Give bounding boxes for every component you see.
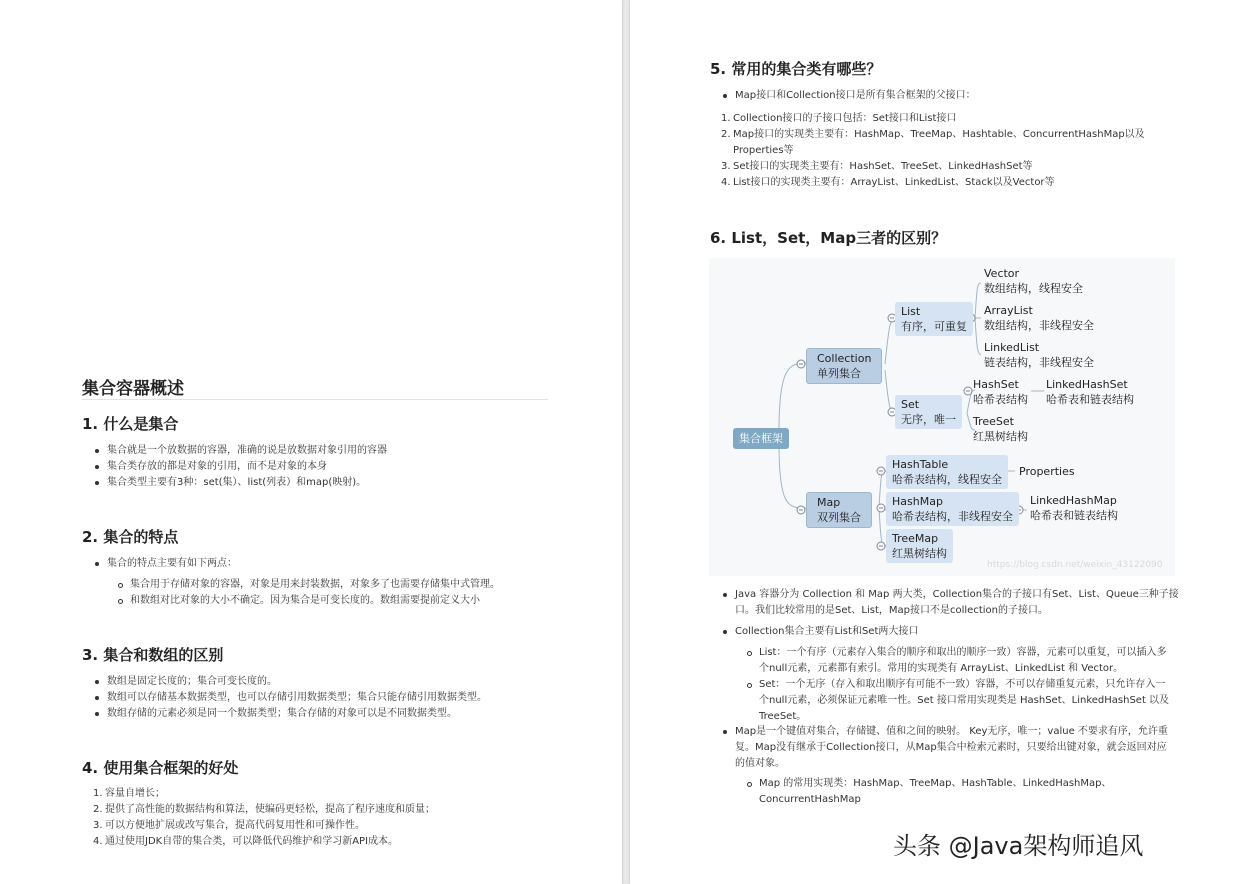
list-item: 集合用于存储对象的容器，对象是用来封装数据，对象多了也需要存储集中式管理。 — [115, 577, 595, 593]
list-item: 数组是固定长度的；集合可变长度的。 — [92, 674, 572, 690]
section-heading-5: 5. 常用的集合类有哪些？ — [710, 60, 882, 78]
section-6-sublist-2 — [744, 776, 1194, 808]
list-item: 集合的特点主要有如下两点： — [92, 556, 572, 572]
list-item: Map是一个键值对集合，存储键、值和之间的映射。 Key无序，唯一；value 不要求有序，允许重 复。Map没有继承于Collection接口，从Map集合中检索元素时，只要给出键对象，就会返回对应 的值对象。 — [720, 724, 1180, 772]
section-1-list — [92, 443, 572, 491]
section-6-list-3 — [720, 724, 1180, 772]
list-item: 3. Set接口的实现类主要有：HashSet、TreeSet、LinkedHashSet等 — [721, 161, 1033, 172]
list-item: 2. 提供了高性能的数据结构和算法，使编码更轻松，提高了程序速度和质量； — [93, 804, 435, 815]
left-page — [0, 0, 622, 884]
section-heading-4: 4. 使用集合框架的好处 — [82, 759, 239, 777]
section-2-sublist — [115, 577, 595, 609]
section-4-list — [93, 786, 573, 850]
node-hashmap: HashMap 哈希表结构，非线程安全 — [886, 492, 1019, 526]
list-item: Set：一个无序（存入和取出顺序有可能不一致）容器，不可以存储重复元素，只允许存入一 个null元素，必须保证元素唯一性。Set 接口常用实现类是 HashSet、LinkedHashSet 以及 TreeSet。 — [744, 677, 1194, 725]
list-item: 数组可以存储基本数据类型，也可以存储引用数据类型；集合只能存储引用数据类型。 — [92, 690, 572, 706]
list-item: 4. 通过使用JDK自带的集合类，可以降低代码维护和学习新API成本。 — [93, 836, 399, 847]
node-hashset: HashSet 哈希表结构 — [973, 378, 1028, 406]
list-item: 集合就是一个放数据的容器，准确的说是放数据对象引用的容器 — [92, 443, 572, 459]
node-arraylist: ArrayList 数组结构，非线程安全 — [984, 304, 1094, 332]
list-item: 集合类存放的都是对象的引用，而不是对象的本身 — [92, 459, 572, 475]
list-item: 集合类型主要有3种：set(集）、list(列表）和map(映射)。 — [92, 475, 572, 491]
document-title: 集合容器概述 — [82, 379, 184, 399]
list-item: Java 容器分为 Collection 和 Map 两大类，Collection集合的子接口有Set、List、Queue三种子接 口。我们比较常用的是Set、List，Map接口不是collection的子接口。 — [720, 587, 1180, 619]
node-treeset: TreeSet 红黑树结构 — [973, 415, 1028, 443]
node-collection: Collection 单列集合 — [806, 348, 882, 384]
author-signature: 头条 @Java架构师追风 — [893, 832, 1144, 860]
section-heading-2: 2. 集合的特点 — [82, 528, 179, 546]
node-vector: Vector 数组结构，线程安全 — [984, 267, 1083, 295]
node-hashtable: HashTable 哈希表结构，线程安全 — [886, 455, 1008, 489]
list-item: 和数组对比对象的大小不确定。因为集合是可变长度的。数组需要提前定义大小 — [115, 593, 595, 609]
node-list: List 有序，可重复 — [895, 302, 973, 336]
list-item: Map接口和Collection接口是所有集合框架的父接口： — [720, 88, 1200, 104]
section-heading-6: 6. List，Set，Map三者的区别？ — [710, 229, 947, 247]
section-6-list-2 — [720, 624, 1180, 640]
list-item: Properties等 — [733, 145, 794, 156]
section-3-list — [92, 674, 572, 722]
node-linkedhashset: LinkedHashSet 哈希表和链表结构 — [1046, 378, 1134, 406]
list-item: 数组存储的元素必须是同一个数据类型；集合存储的对象可以是不同数据类型。 — [92, 706, 572, 722]
list-item: Collection集合主要有List和Set两大接口 — [720, 624, 1180, 640]
list-item: 3. 可以方便地扩展或改写集合，提高代码复用性和可操作性。 — [93, 820, 365, 831]
list-item: 1. 容量自增长； — [93, 788, 165, 799]
list-item: 1. Collection接口的子接口包括：Set接口和List接口 — [721, 113, 957, 124]
section-heading-3: 3. 集合和数组的区别 — [82, 646, 224, 664]
section-heading-1: 1. 什么是集合 — [82, 415, 179, 433]
title-divider — [82, 399, 548, 400]
section-6-list — [720, 587, 1180, 619]
list-item: 4. List接口的实现类主要有：ArrayList、LinkedList、Stack以及Vector等 — [721, 177, 1055, 188]
list-item: List：一个有序（元素存入集合的顺序和取出的顺序一致）容器，元素可以重复，可以插入多 个null元素，元素都有索引。常用的实现类有 ArrayList、LinkedList 和 Vector。 — [744, 645, 1194, 677]
section-2-list — [92, 556, 572, 572]
collection-framework-mindmap — [709, 258, 1175, 576]
node-linkedhashmap: LinkedHashMap 哈希表和链表结构 — [1030, 494, 1118, 522]
node-properties: Properties — [1019, 465, 1075, 478]
node-treemap: TreeMap 红黑树结构 — [886, 529, 953, 563]
mindmap-root: 集合框架 — [733, 428, 789, 449]
section-6-sublist — [744, 645, 1194, 725]
list-item: Map 的常用实现类：HashMap、TreeMap、HashTable、LinkedHashMap、 ConcurrentHashMap — [744, 776, 1194, 808]
section-5-list — [720, 88, 1200, 104]
image-watermark: https://blog.csdn.net/weixin_43122090 — [987, 560, 1163, 570]
node-map: Map 双列集合 — [806, 492, 872, 528]
section-5-numbered-list — [721, 111, 1221, 191]
node-linkedlist: LinkedList 链表结构，非线程安全 — [984, 341, 1094, 369]
node-set: Set 无序，唯一 — [895, 395, 962, 429]
list-item: 2. Map接口的实现类主要有：HashMap、TreeMap、Hashtable、ConcurrentHashMap以及 — [721, 129, 1145, 140]
